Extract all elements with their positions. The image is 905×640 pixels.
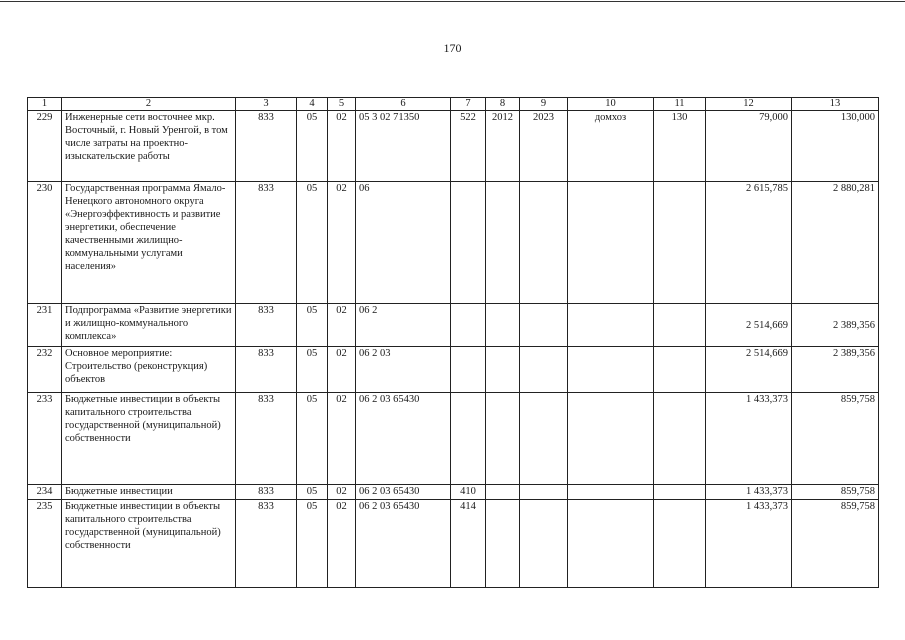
cell-col12: 79,000 [706,111,792,182]
cell-col12: 2 514,669 [706,304,792,347]
row-number: 229 [28,111,62,182]
cell-col7 [451,304,486,347]
cell-col13: 130,000 [792,111,879,182]
item-name: Бюджетные инвестиции в объекты капитального строительства государственной (муниципальной) собственности [62,500,236,588]
budget-table [27,97,879,588]
cell-col8 [486,347,520,393]
top-border-line [0,1,905,2]
cell-col12: 1 433,373 [706,500,792,588]
cell-col7: 410 [451,485,486,500]
column-header: 13 [792,98,879,111]
cell-col11 [654,347,706,393]
cell-col11 [654,393,706,485]
cell-col6: 06 2 03 65430 [356,393,451,485]
row-number: 234 [28,485,62,500]
item-name: Бюджетные инвестиции в объекты капитального строительства государственной (муниципальной) собственности [62,393,236,485]
row-number: 232 [28,347,62,393]
cell-col9 [520,182,568,304]
item-name: Подпрограмма «Развитие энергетики и жилищно-коммунального комплекса» [62,304,236,347]
cell-col5: 02 [328,304,356,347]
row-number: 235 [28,500,62,588]
cell-col13: 2 389,356 [792,347,879,393]
cell-col8 [486,304,520,347]
cell-col11: 130 [654,111,706,182]
table-row [28,111,879,182]
cell-col3: 833 [236,393,297,485]
cell-col4: 05 [297,111,328,182]
cell-col9 [520,347,568,393]
table-row [28,500,879,588]
cell-col8 [486,393,520,485]
cell-col9 [520,500,568,588]
cell-col3: 833 [236,347,297,393]
cell-col7 [451,347,486,393]
cell-col7 [451,182,486,304]
cell-col4: 05 [297,485,328,500]
cell-col6: 06 2 03 [356,347,451,393]
cell-col3: 833 [236,111,297,182]
item-name: Инженерные сети восточнее мкр. Восточный, г. Новый Уренгой, в том числе затраты на проектно-изыскательские работы [62,111,236,182]
cell-col11 [654,500,706,588]
cell-col4: 05 [297,347,328,393]
cell-col11 [654,485,706,500]
row-number: 233 [28,393,62,485]
cell-col13: 859,758 [792,485,879,500]
cell-col4: 05 [297,500,328,588]
cell-col8 [486,485,520,500]
column-header: 11 [654,98,706,111]
cell-col10 [568,182,654,304]
cell-col4: 05 [297,304,328,347]
cell-col10 [568,485,654,500]
cell-col5: 02 [328,500,356,588]
column-header: 3 [236,98,297,111]
item-name: Государственная программа Ямало-Ненецкого автономного округа «Энергоэффективность и развитие энергетики, обеспечение качественными жилищно-коммунальными услугами населения» [62,182,236,304]
cell-col12: 2 514,669 [706,347,792,393]
cell-col4: 05 [297,182,328,304]
table-row [28,182,879,304]
table-row [28,485,879,500]
cell-col10: домхоз [568,111,654,182]
cell-col13: 859,758 [792,500,879,588]
cell-col3: 833 [236,304,297,347]
column-header: 8 [486,98,520,111]
column-number-row [28,98,879,111]
cell-col6: 06 2 [356,304,451,347]
column-header: 1 [28,98,62,111]
column-header: 4 [297,98,328,111]
table-row [28,393,879,485]
cell-col10 [568,347,654,393]
cell-col10 [568,500,654,588]
cell-col4: 05 [297,393,328,485]
cell-col3: 833 [236,485,297,500]
cell-col5: 02 [328,393,356,485]
column-header: 5 [328,98,356,111]
cell-col6: 06 2 03 65430 [356,500,451,588]
cell-col12: 1 433,373 [706,485,792,500]
cell-col13: 2 880,281 [792,182,879,304]
column-header: 7 [451,98,486,111]
cell-col3: 833 [236,182,297,304]
cell-col3: 833 [236,500,297,588]
cell-col6: 06 2 03 65430 [356,485,451,500]
cell-col13: 859,758 [792,393,879,485]
column-header: 6 [356,98,451,111]
cell-col9 [520,304,568,347]
cell-col9 [520,393,568,485]
cell-col9: 2023 [520,111,568,182]
cell-col5: 02 [328,485,356,500]
cell-col11 [654,182,706,304]
cell-col10 [568,393,654,485]
cell-col12: 1 433,373 [706,393,792,485]
cell-col11 [654,304,706,347]
cell-col9 [520,485,568,500]
column-header: 10 [568,98,654,111]
cell-col6: 05 3 02 71350 [356,111,451,182]
cell-col13: 2 389,356 [792,304,879,347]
item-name: Бюджетные инвестиции [62,485,236,500]
cell-col5: 02 [328,182,356,304]
cell-col8 [486,182,520,304]
cell-col8: 2012 [486,111,520,182]
cell-col6: 06 [356,182,451,304]
page-number: 170 [443,41,462,55]
cell-col7: 414 [451,500,486,588]
table-row [28,347,879,393]
cell-col7 [451,393,486,485]
cell-col10 [568,304,654,347]
row-number: 231 [28,304,62,347]
row-number: 230 [28,182,62,304]
column-header: 9 [520,98,568,111]
cell-col5: 02 [328,347,356,393]
cell-col8 [486,500,520,588]
cell-col12: 2 615,785 [706,182,792,304]
cell-col5: 02 [328,111,356,182]
item-name: Основное мероприятие: Строительство (реконструкция) объектов [62,347,236,393]
table-row [28,304,879,347]
column-header: 12 [706,98,792,111]
column-header: 2 [62,98,236,111]
cell-col7: 522 [451,111,486,182]
